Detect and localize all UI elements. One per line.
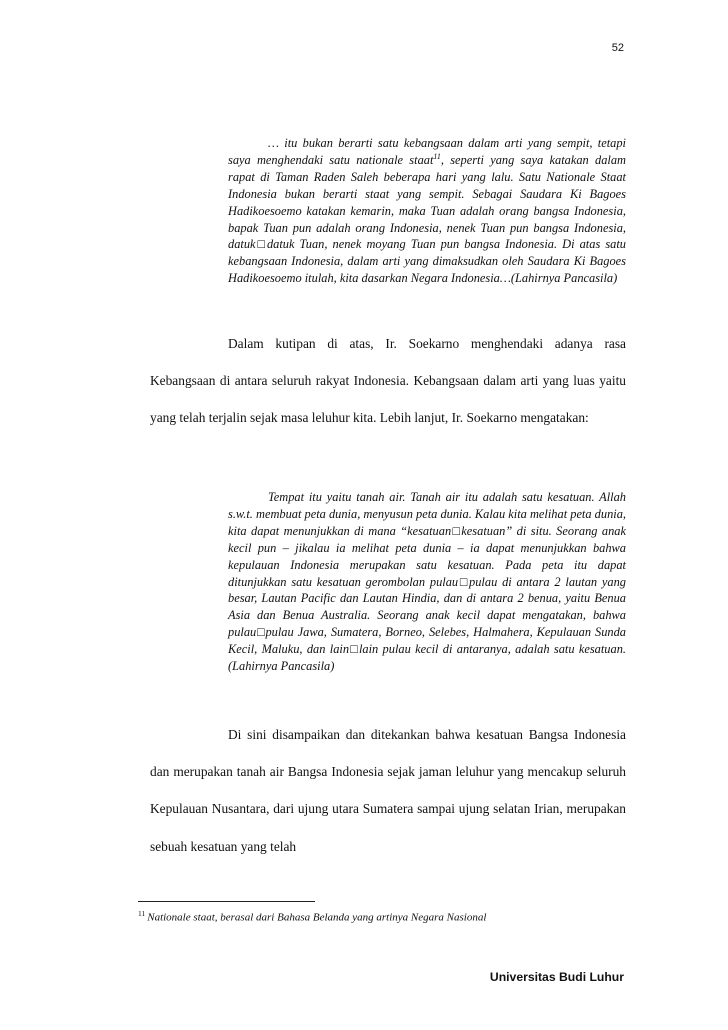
body-paragraph-1 (150, 325, 626, 437)
footnote-reference: 11 (433, 151, 441, 161)
footnote (138, 909, 486, 924)
block-quote-2 (228, 489, 626, 675)
body-paragraph-1-text: Dalam kutipan di atas, Ir. Soekarno menghendaki adanya rasa Kebangsaan di antara seluruh rakyat Indonesia. Kebangsaan dalam arti yang luas yaitu yang telah terjalin sejak masa leluhur kita. Lebih lanjut, Ir. Soekarno mengatakan: (150, 336, 626, 426)
body-paragraph-2-text: Di sini disampaikan dan ditekankan bahwa kesatuan Bangsa Indonesia dan merupakan tanah air Bangsa Indonesia sejak jaman leluhur yang mencakup seluruh Kepulauan Nusantara, dari ujung utara Sumatera sampai ujung selatan Irian, merupakan sebuah kesatuan yang telah (150, 727, 626, 854)
block-quote-1 (228, 135, 626, 287)
footnote-mark: 11 (138, 909, 146, 918)
quote-1-part-2: , seperti yang saya katakan dalam rapat di Taman Raden Saleh beberapa hari yang lalu. Satu Nationale Staat Indonesia bukan berarti staat yang sempit. Sebagai Saudara Ki Bagoes Hadikoesoemo katakan kemarin, maka Tuan adalah orang bangsa Indonesia, bapak Tuan pun adalah orang Indonesia, nenek Tuan pun bangsa Indonesia, datuk□datuk Tuan, nenek moyang Tuan pun bangsa Indonesia. Di atas satu kebangsaan Indonesia, dalam arti yang dimaksudkan oleh Saudara Ki Bagoes Hadikoesoemo itulah, kita dasarkan Negara Indonesia…(Lahirnya Pancasila) (228, 152, 626, 286)
footnote-text: Nationale staat, berasal dari Bahasa Belanda yang artinya Negara Nasional (147, 911, 487, 924)
page-number: 52 (611, 42, 624, 54)
block-quote-1-text (228, 135, 626, 287)
footnote-divider (138, 901, 315, 902)
body-paragraph-2 (150, 716, 626, 865)
block-quote-2-text: Tempat itu yaitu tanah air. Tanah air itu adalah satu kesatuan. Allah s.w.t. membuat peta dunia, menyusun peta dunia. Kalau kita melihat peta dunia, kita dapat menunjukkan di mana “kesatuan□kesatuan” di situ. Seorang anak kecil pun – jikalau ia melihat peta dunia – ia dapat menunjukkan bahwa kepulauan Indonesia merupakan satu kesatuan. Pada peta itu dapat ditunjukkan satu kesatuan gerombolan pulau□pulau di antara 2 lautan yang besar, Lautan Pacific dan Lautan Hindia, dan di antara 2 benua, yaitu Benua Asia dan Benua Australia. Seorang anak kecil dapat mengatakan, bahwa pulau□pulau Jawa, Sumatera, Borneo, Selebes, Halmahera, Kepulauan Sunda Kecil, Maluku, dan lain□lain pulau kecil di antaranya, adalah satu kesatuan.(Lahirnya Pancasila) (228, 490, 626, 674)
quote-1-part-1: … itu bukan berarti satu kebangsaan dalam arti yang sempit, tetapi saya menghendaki satu nationale staat (228, 136, 626, 167)
university-footer: Universitas Budi Luhur (489, 970, 624, 984)
